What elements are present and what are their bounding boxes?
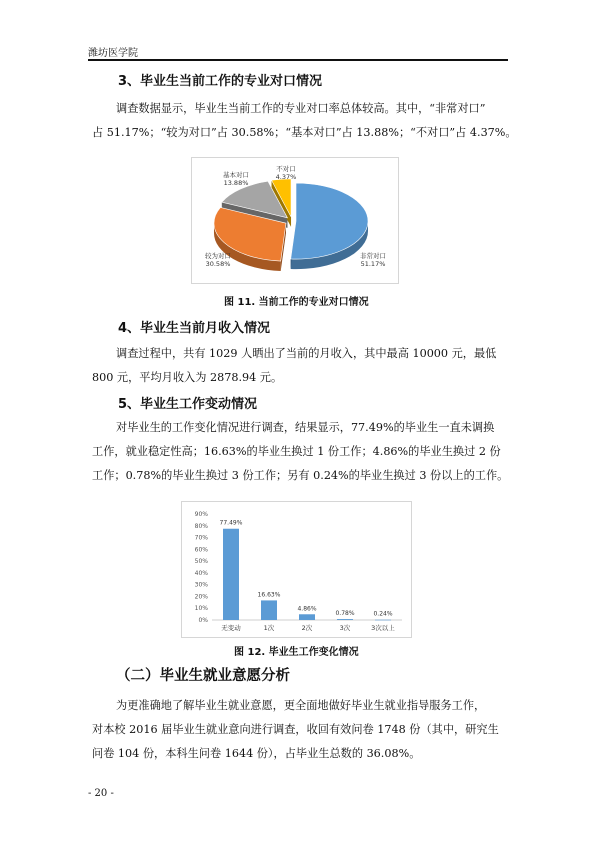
section-5-paragraph: [92, 416, 508, 488]
section-3-paragraph: [92, 97, 517, 145]
bar-value-label: 4.86%: [297, 605, 317, 613]
paragraph-line: 工作，就业稳定性高；16.63%的毕业生换过 1 份工作；4.86%的毕业生换过 2 份: [92, 445, 501, 458]
bar-chart: [182, 502, 411, 637]
section-5-heading: 5、毕业生工作变动情况: [118, 397, 258, 412]
paragraph-line: 调查过程中，共有 1029 人晒出了当前的月收入，其中最高 10000 元，最低: [116, 347, 497, 360]
paragraph-line: 800 元，平均月收入为 2878.94 元。: [92, 371, 283, 384]
part-2-paragraph: [92, 694, 508, 766]
y-tick-label: 0%: [198, 617, 208, 624]
y-tick-label: 30%: [194, 581, 208, 589]
pie-chart-frame: [191, 157, 399, 284]
bar-value-label: 0.24%: [373, 610, 393, 618]
y-tick-label: 90%: [194, 511, 208, 518]
paragraph-line: 为更准确地了解毕业生就业意愿，更全面地做好毕业生就业指导服务工作，: [116, 699, 486, 712]
y-tick-label: 60%: [194, 546, 208, 554]
section-4-heading: 4、毕业生当前月收入情况: [118, 321, 271, 336]
bar: [261, 600, 277, 620]
y-tick-label: 10%: [194, 605, 208, 613]
pie-value-label: 4.37%: [275, 173, 297, 181]
x-tick-label: 无变动: [221, 624, 241, 632]
bar: [299, 614, 315, 620]
part-2-heading: （二）毕业生就业意愿分析: [116, 668, 290, 684]
pie-chart: [192, 158, 398, 283]
section-4-paragraph: [92, 342, 508, 390]
figure-12-caption: 图 12. 毕业生工作变化情况: [234, 647, 359, 658]
x-tick-label: 2次: [301, 624, 313, 632]
bar: [223, 529, 239, 620]
pie-category-label: 基本对口: [223, 171, 249, 179]
x-tick-label: 1次: [263, 624, 275, 632]
bar-value-label: 0.78%: [335, 610, 355, 618]
y-tick-label: 40%: [194, 569, 208, 577]
paragraph-line: 对本校 2016 届毕业生就业意向进行调查，收回有效问卷 1748 份（其中，研究生: [92, 723, 499, 736]
paragraph-line: 调查数据显示，毕业生当前工作的专业对口率总体较高。其中，“非常对口”: [116, 102, 486, 115]
pie-value-label: 51.17%: [360, 260, 386, 268]
pie-value-label: 30.58%: [205, 260, 231, 268]
running-header: 潍坊医学院: [88, 48, 138, 59]
y-tick-label: 80%: [194, 522, 208, 530]
pie-category-label: 不对口: [276, 165, 296, 173]
bar-value-label: 16.63%: [257, 591, 281, 599]
bar: [337, 619, 353, 620]
y-tick-label: 70%: [194, 534, 208, 542]
pie-category-label: 非常对口: [360, 252, 386, 260]
x-tick-label: 3次以上: [371, 624, 395, 632]
bar-chart-frame: [181, 501, 412, 638]
pie-category-label: 较为对口: [205, 252, 231, 260]
paragraph-line: 对毕业生的工作变化情况进行调查，结果显示，77.49%的毕业生一直未调换: [116, 421, 495, 434]
paragraph-line: 占 51.17%；“较为对口”占 30.58%；“基本对口”占 13.88%；“不对口”占 4.37%。: [92, 126, 517, 139]
paragraph-line: 工作；0.78%的毕业生换过 3 份工作；另有 0.24%的毕业生换过 3 份以上的工作。: [92, 469, 509, 482]
section-3-heading: 3、毕业生当前工作的专业对口情况: [118, 74, 323, 89]
page-number: - 20 -: [88, 788, 114, 799]
figure-11-caption: 图 11. 当前工作的专业对口情况: [224, 297, 369, 308]
header-rule: [88, 59, 508, 61]
x-tick-label: 3次: [339, 624, 351, 632]
pie-value-label: 13.88%: [223, 179, 249, 187]
paragraph-line: 问卷 104 份，本科生问卷 1644 份），占毕业生总数的 36.08%。: [92, 747, 421, 760]
bar-value-label: 77.49%: [219, 519, 243, 527]
bar: [375, 620, 391, 621]
y-tick-label: 50%: [194, 558, 208, 566]
y-tick-label: 20%: [194, 593, 208, 601]
